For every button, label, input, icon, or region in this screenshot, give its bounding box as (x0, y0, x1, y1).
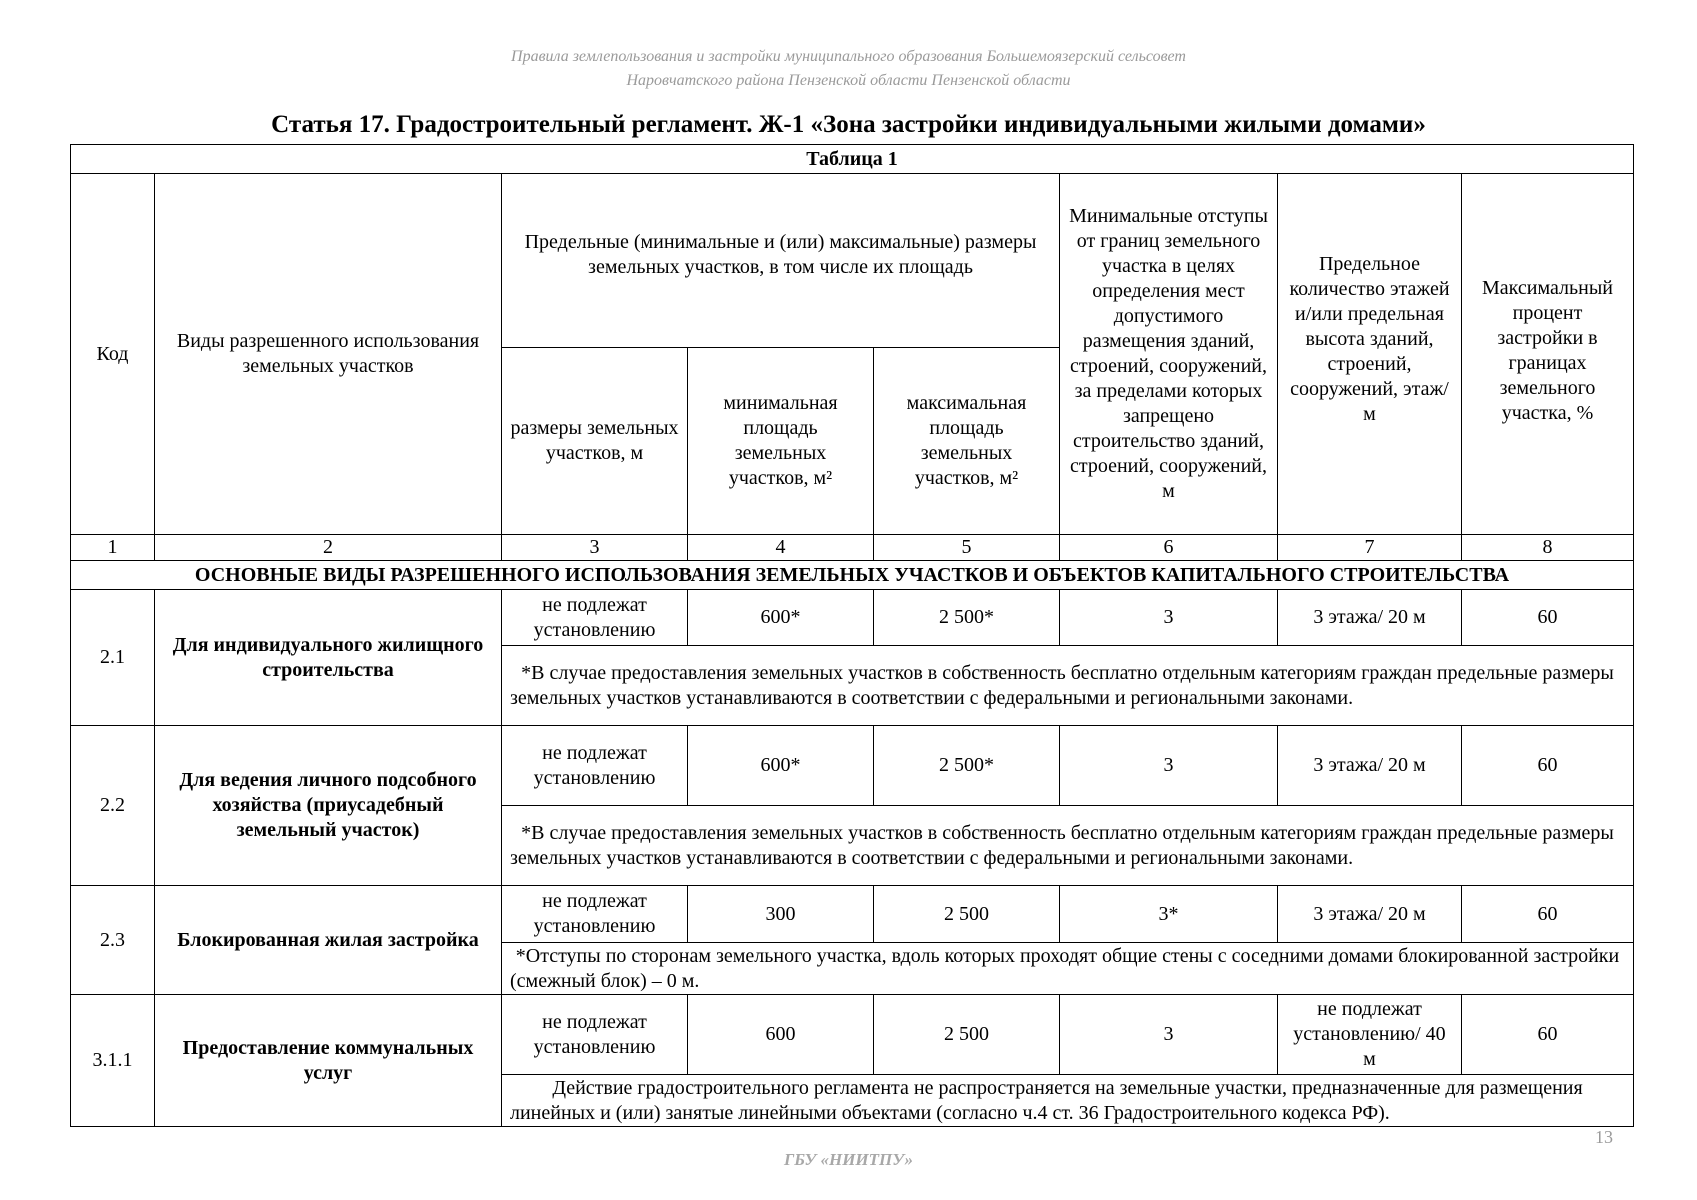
header-coverage: Максимальный процент застройки в границах земельного участка, % (1462, 174, 1634, 535)
row-min-area: 600* (688, 590, 874, 646)
regulation-table (70, 144, 1634, 1127)
section-title: ОСНОВНЫЕ ВИДЫ РАЗРЕШЕННОГО ИСПОЛЬЗОВАНИЯ ЗЕМЕЛЬНЫХ УЧАСТКОВ И ОБЪЕКТОВ КАПИТАЛЬНОГО СТРОИТЕЛЬСТВА (71, 561, 1634, 590)
row-size: не подлежат установлению (502, 590, 688, 646)
row-floors: 3 этажа/ 20 м (1278, 590, 1462, 646)
row-setback: 3 (1060, 726, 1278, 806)
column-number: 2 (155, 535, 502, 561)
row-floors: 3 этажа/ 20 м (1278, 726, 1462, 806)
column-number: 4 (688, 535, 874, 561)
row-note: *Отступы по сторонам земельного участка, вдоль которых проходят общие стены с соседними домами блокированной застройки (смежный блок) – 0 м. (502, 943, 1634, 995)
row-floors: 3 этажа/ 20 м (1278, 886, 1462, 943)
header-code: Код (71, 174, 155, 535)
column-number: 3 (502, 535, 688, 561)
row-name: Блокированная жилая застройка (155, 886, 502, 995)
row-code: 2.3 (71, 886, 155, 995)
footer-organization: ГБУ «НИИТПУ» (784, 1150, 913, 1169)
row-name: Для ведения личного подсобного хозяйства (приусадебный земельный участок) (155, 726, 502, 886)
running-header-line-2: Наровчатского района Пензенской области Пензенской области (626, 72, 1071, 89)
table-label: Таблица 1 (71, 145, 1634, 174)
row-note: *В случае предоставления земельных участков в собственность бесплатно отдельным категориям граждан предельные размеры земельных участков устанавливаются в соответствии с федеральными и региональными законами. (502, 806, 1634, 886)
row-setback: 3* (1060, 886, 1278, 943)
row-min-area: 300 (688, 886, 874, 943)
row-code: 2.1 (71, 590, 155, 726)
column-number: 6 (1060, 535, 1278, 561)
header-size: размеры земельных участков, м (502, 348, 688, 535)
row-max-area: 2 500 (874, 995, 1060, 1075)
row-code: 3.1.1 (71, 995, 155, 1127)
running-header-line-1: Правила землепользования и застройки муниципального образования Большемоязерский сельсовет (511, 48, 1186, 65)
row-min-area: 600 (688, 995, 874, 1075)
row-setback: 3 (1060, 590, 1278, 646)
row-setback: 3 (1060, 995, 1278, 1075)
column-number: 8 (1462, 535, 1634, 561)
row-max-area: 2 500* (874, 590, 1060, 646)
row-note: *В случае предоставления земельных участков в собственность бесплатно отдельным категориям граждан предельные размеры земельных участков устанавливаются в соответствии с федеральными и региональными законами. (502, 646, 1634, 726)
header-min-area: минимальная площадь земельных участков, м² (688, 348, 874, 535)
row-min-area: 600* (688, 726, 874, 806)
header-setbacks: Минимальные отступы от границ земельного участка в целях определения мест допустимого размещения зданий, строений, сооружений, за пределами которых запрещено строительство зданий, строений, сооружений, м (1060, 174, 1278, 535)
header-max-area: максимальная площадь земельных участков, м² (874, 348, 1060, 535)
header-limits: Предельные (минимальные и (или) максимальные) размеры земельных участков, в том числе их площадь (502, 174, 1060, 348)
row-coverage: 60 (1462, 995, 1634, 1075)
row-name: Предоставление коммунальных услуг (155, 995, 502, 1127)
column-number: 1 (71, 535, 155, 561)
column-number: 5 (874, 535, 1060, 561)
row-coverage: 60 (1462, 726, 1634, 806)
header-types: Виды разрешенного использования земельных участков (155, 174, 502, 535)
row-size: не подлежат установлению (502, 886, 688, 943)
article-title: Статья 17. Градостроительный регламент. Ж-1 «Зона застройки индивидуальными жилыми домами» (271, 111, 1426, 138)
row-name: Для индивидуального жилищного строительства (155, 590, 502, 726)
row-size: не подлежат установлению (502, 995, 688, 1075)
row-size: не подлежат установлению (502, 726, 688, 806)
row-max-area: 2 500* (874, 726, 1060, 806)
column-number: 7 (1278, 535, 1462, 561)
header-floors: Предельное количество этажей и/или предельная высота зданий, строений, сооружений, этаж/м (1278, 174, 1462, 535)
page-number: 13 (1595, 1127, 1613, 1147)
row-note: Действие градостроительного регламента не распространяется на земельные участки, предназначенные для размещения линейных и (или) занятые линейными объектами (согласно ч.4 ст. 36 Градостроительного кодекса РФ). (502, 1075, 1634, 1127)
row-coverage: 60 (1462, 886, 1634, 943)
row-floors: не подлежат установлению/ 40 м (1278, 995, 1462, 1075)
row-code: 2.2 (71, 726, 155, 886)
row-coverage: 60 (1462, 590, 1634, 646)
row-max-area: 2 500 (874, 886, 1060, 943)
